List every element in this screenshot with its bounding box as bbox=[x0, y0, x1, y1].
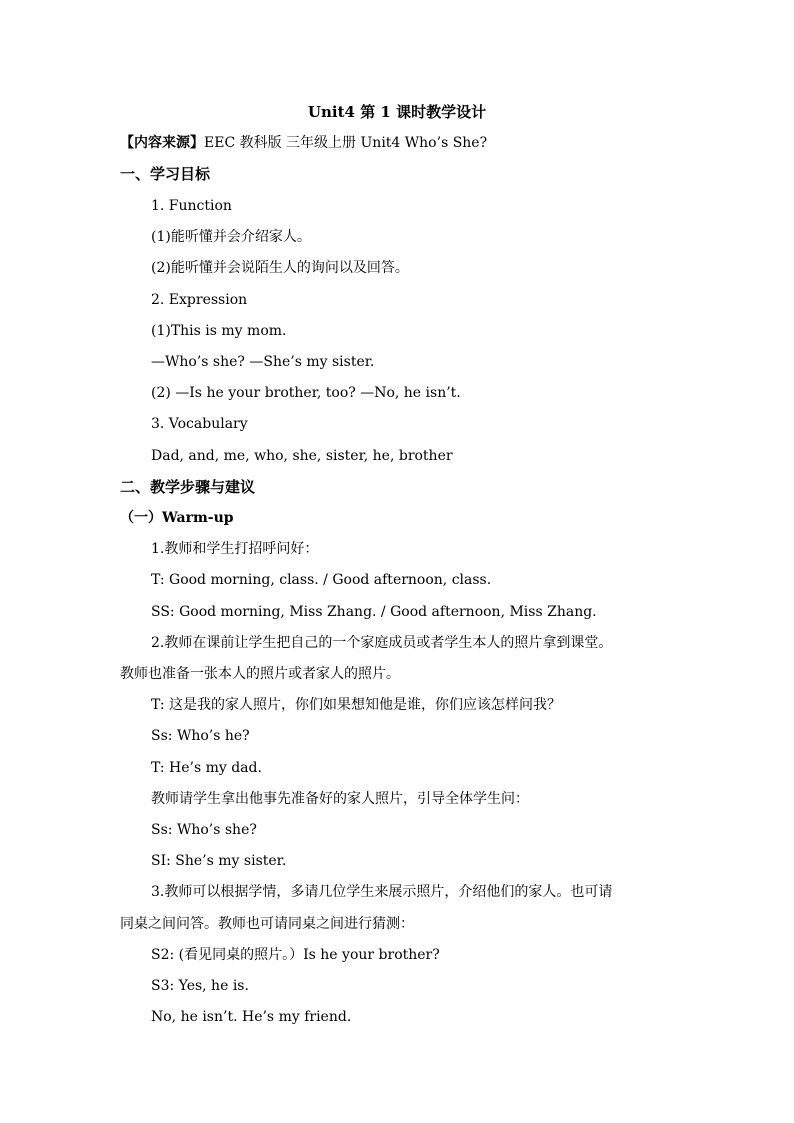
step-line: SS: Good morning, Miss Zhang. / Good afternoon, Miss Zhang. bbox=[151, 604, 597, 620]
content-source-label: 【内容来源】 bbox=[120, 135, 204, 151]
step-line: S3: Yes, he is. bbox=[151, 978, 249, 994]
step-line: Ss: Who’s she? bbox=[151, 822, 257, 838]
content-source-text: EEC 教科版 三年级上册 Unit4 Who’s She? bbox=[204, 135, 488, 151]
step-line: Ss: Who’s he? bbox=[151, 728, 250, 744]
section-heading-steps: 二、教学步骤与建议 bbox=[120, 478, 256, 496]
step-line: 教师也准备一张本人的照片或者家人的照片。 bbox=[120, 666, 400, 682]
objective-line: —Who’s she? —She’s my sister. bbox=[151, 354, 375, 370]
objective-line: (1)This is my mom. bbox=[151, 323, 287, 339]
objective-line: 3. Vocabulary bbox=[151, 416, 248, 432]
step-line: 3.教师可以根据学情，多请几位学生来展示照片，介绍他们的家人。也可请 bbox=[151, 884, 613, 900]
step-line: 教师请学生拿出他事先准备好的家人照片，引导全体学生问： bbox=[151, 791, 529, 807]
step-line: T: 这是我的家人照片，你们如果想知他是谁，你们应该怎样问我？ bbox=[151, 697, 562, 713]
subsection-heading-warmup: （一）Warm-up bbox=[120, 510, 234, 526]
step-line: 同桌之间问答。教师也可请同桌之间进行猜测： bbox=[120, 916, 414, 932]
step-line: 1.教师和学生打招呼问好： bbox=[151, 541, 319, 557]
step-line: T: Good morning, class. / Good afternoon, class. bbox=[151, 572, 492, 588]
step-line: 2.教师在课前让学生把自己的一个家庭成员或者学生本人的照片拿到课堂。 bbox=[151, 635, 613, 651]
step-line: No, he isn’t. He’s my friend. bbox=[151, 1009, 352, 1025]
objective-line: (1)能听懂并会介绍家人。 bbox=[151, 229, 311, 245]
objective-line: 1. Function bbox=[151, 198, 232, 214]
objective-line: (2)能听懂并会说陌生人的询问以及回答。 bbox=[151, 260, 409, 276]
section-heading-objectives: 一、学习目标 bbox=[120, 165, 211, 183]
step-line: SI: She’s my sister. bbox=[151, 853, 287, 869]
objective-line: Dad, and, me, who, she, sister, he, brother bbox=[151, 448, 453, 464]
document-title: Unit4 第 1 课时教学设计 bbox=[307, 103, 487, 121]
step-line: S2: (看见同桌的照片。）Is he your brother? bbox=[151, 947, 440, 963]
step-line: T: He’s my dad. bbox=[151, 760, 262, 776]
objective-line: (2) —Is he your brother, too? —No, he isn’t. bbox=[151, 385, 461, 401]
objective-line: 2. Expression bbox=[151, 292, 248, 308]
content-source bbox=[120, 134, 487, 152]
